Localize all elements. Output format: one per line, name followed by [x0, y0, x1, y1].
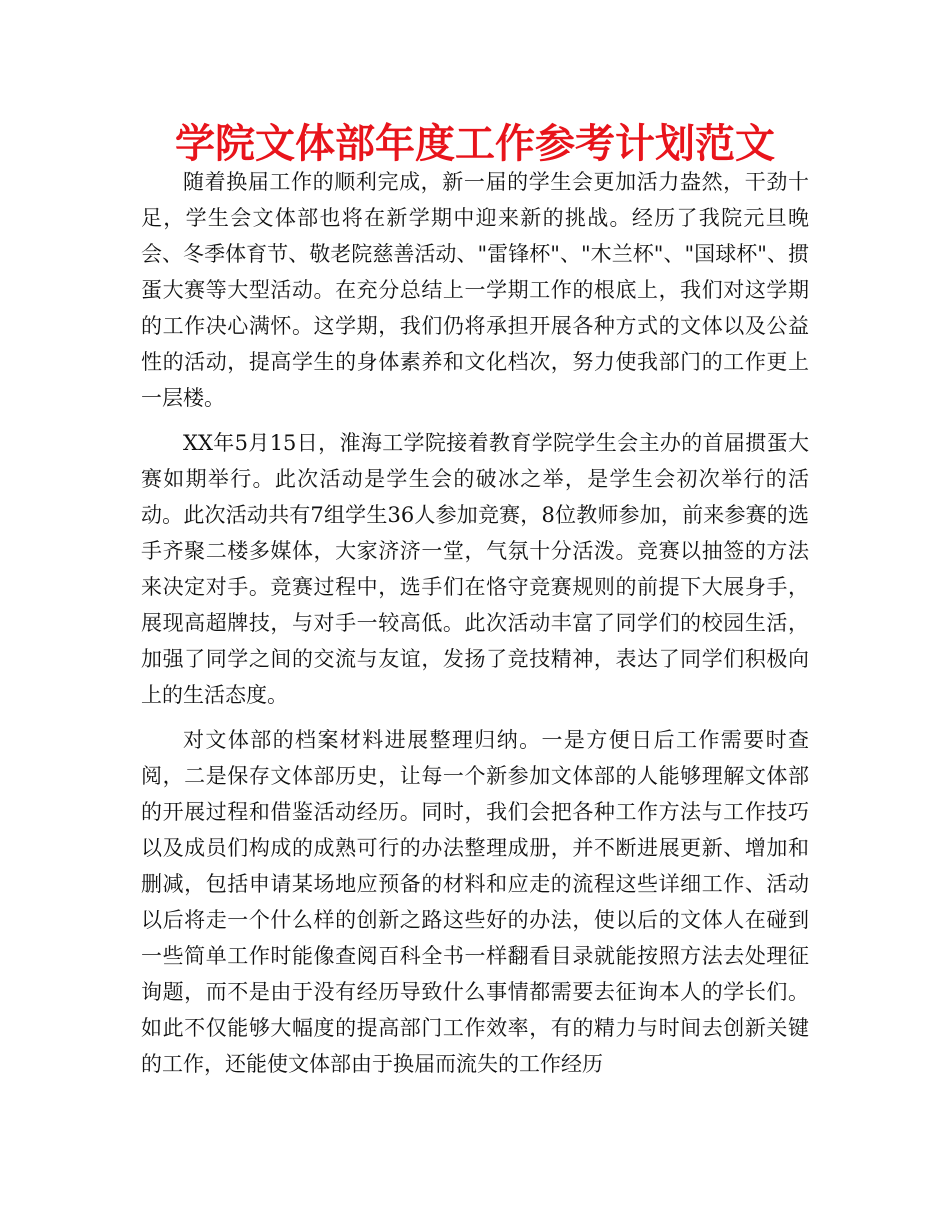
document-body [141, 164, 809, 1091]
paragraph: XX年5月15日，淮海工学院接着教育学院学生会主办的首届掼蛋大赛如期举行。此次活动是学生会的破冰之举，是学生会初次举行的活动。此次活动共有7组学生36人参加竞赛，8位教师参加，前来参赛的选手齐聚二楼多媒体，大家济济一堂，气氛十分活泼。竞赛以抽签的方法来决定对手。竞赛过程中，选手们在恪守竞赛规则的前提下大展身手，展现高超牌技，与对手一较高低。此次活动丰富了同学们的校园生活，加强了同学之间的交流与友谊，发扬了竞技精神，表达了同学们积极向上的生活态度。 [141, 431, 809, 707]
paragraph: 随着换届工作的顺利完成，新一届的学生会更加活力盎然，干劲十足，学生会文体部也将在新学期中迎来新的挑战。经历了我院元旦晚会、冬季体育节、敬老院慈善活动、"雷锋杯"、"木兰杯"、"国球杯"、掼蛋大赛等大型活动。在充分总结上一学期工作的根底上，我们对这学期的工作决心满怀。这学期，我们仍将承担开展各种方式的文体以及公益性的活动，提高学生的身体素养和文化档次，努力使我部门的工作更上一层楼。 [141, 170, 809, 410]
document-title: 学院文体部年度工作参考计划范文 [175, 121, 775, 167]
paragraph: 对文体部的档案材料进展整理归纳。一是方便日后工作需要时查阅，二是保存文体部历史，让每一个新参加文体部的人能够理解文体部的开展过程和借鉴活动经历。同时，我们会把各种工作方法与工作技巧以及成员们构成的成熟可行的办法整理成册，并不断进展更新、增加和删减，包括申请某场地应预备的材料和应走的流程这些详细工作、活动以后将走一个什么样的创新之路这些好的办法，使以后的文体人在碰到一些简单工作时能像查阅百科全书一样翻看目录就能按照方法去处理征询题，而不是由于没有经历导致什么事情都需要去征询本人的学长们。如此不仅能够大幅度的提高部门工作效率，有的精力与时间去创新关键的工作，还能使文体部由于换届而流失的工作经历 [141, 728, 809, 1076]
